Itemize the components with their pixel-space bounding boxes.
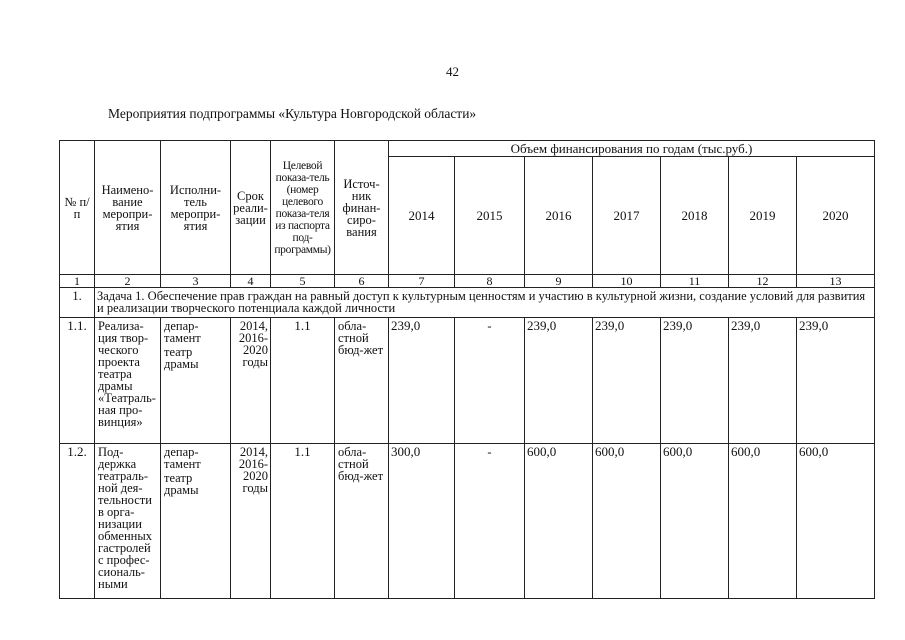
funding-value: 239,0 [797,318,875,444]
funding-value: 239,0 [389,318,455,444]
funding-value: 239,0 [525,318,593,444]
funding-value: 239,0 [593,318,661,444]
activity-source: обла-стной бюд-жет [335,444,389,599]
funding-value: - [455,444,525,599]
column-number: 1 [60,275,95,288]
funding-value: 600,0 [525,444,593,599]
row-number: 1.1. [60,318,95,444]
activity-name: Под-держка театраль-ной дея-тельности в орга-низации обменных гастролей с профес-сиональ-ными [95,444,161,599]
task-number: 1. [60,288,95,318]
column-number: 7 [389,275,455,288]
header-year: 2017 [593,157,661,275]
header-executor: Исполни-тель меропри-ятия [161,141,231,275]
activity-target: 1.1 [271,318,335,444]
header-year: 2015 [455,157,525,275]
header-year: 2020 [797,157,875,275]
activities-table [59,140,875,599]
header-year: 2018 [661,157,729,275]
executor-line: театр драмы [164,471,199,497]
table-row [60,318,875,444]
activity-source: обла-стной бюд-жет [335,318,389,444]
column-number: 3 [161,275,231,288]
funding-value: 600,0 [729,444,797,599]
header-funding-volume: Объем финансирования по годам (тыс.руб.) [389,141,875,157]
column-number: 12 [729,275,797,288]
activity-term: 2014, 2016-2020 годы [231,444,271,599]
task-row [60,288,875,318]
executor-line: депар-тамент [164,319,201,345]
column-number: 4 [231,275,271,288]
header-funding-source: Источ-ник финан-сиро-вания [335,141,389,275]
column-number: 5 [271,275,335,288]
column-number: 13 [797,275,875,288]
column-number: 11 [661,275,729,288]
activity-executor [161,444,231,599]
table-title: Мероприятия подпрограммы «Культура Новгородской области» [108,106,477,121]
header-num: № п/п [60,141,95,275]
executor-line: депар-тамент [164,445,201,471]
header-name: Наимено-вание меропри-ятия [95,141,161,275]
activity-executor [161,318,231,444]
page-number: 42 [446,64,459,79]
activity-term: 2014, 2016-2020 годы [231,318,271,444]
funding-value: 300,0 [389,444,455,599]
row-number: 1.2. [60,444,95,599]
funding-value: 239,0 [661,318,729,444]
header-year: 2016 [525,157,593,275]
funding-value: 600,0 [661,444,729,599]
header-row-1 [60,141,875,157]
header-term: Срок реали-зации [231,141,271,275]
column-numbers-row [60,275,875,288]
column-number: 8 [455,275,525,288]
activity-name: Реализа-ция твор-ческого проекта театра драмы «Театраль-ная про-винция» [95,318,161,444]
funding-value: 600,0 [593,444,661,599]
table-row [60,444,875,599]
column-number: 2 [95,275,161,288]
header-year: 2019 [729,157,797,275]
header-year: 2014 [389,157,455,275]
activity-target: 1.1 [271,444,335,599]
column-number: 9 [525,275,593,288]
column-number: 10 [593,275,661,288]
column-number: 6 [335,275,389,288]
header-target-indicator: Целевой показа-тель (номер целевого показа-теля из паспорта под-программы) [271,141,335,275]
executor-line: театр драмы [164,345,199,371]
funding-value: 239,0 [729,318,797,444]
funding-value: - [455,318,525,444]
funding-value: 600,0 [797,444,875,599]
task-description: Задача 1. Обеспечение прав граждан на равный доступ к культурным ценностям и участию в культурной жизни, создание условий для развития и реализации творческого потенциала каждой личности [95,288,875,318]
